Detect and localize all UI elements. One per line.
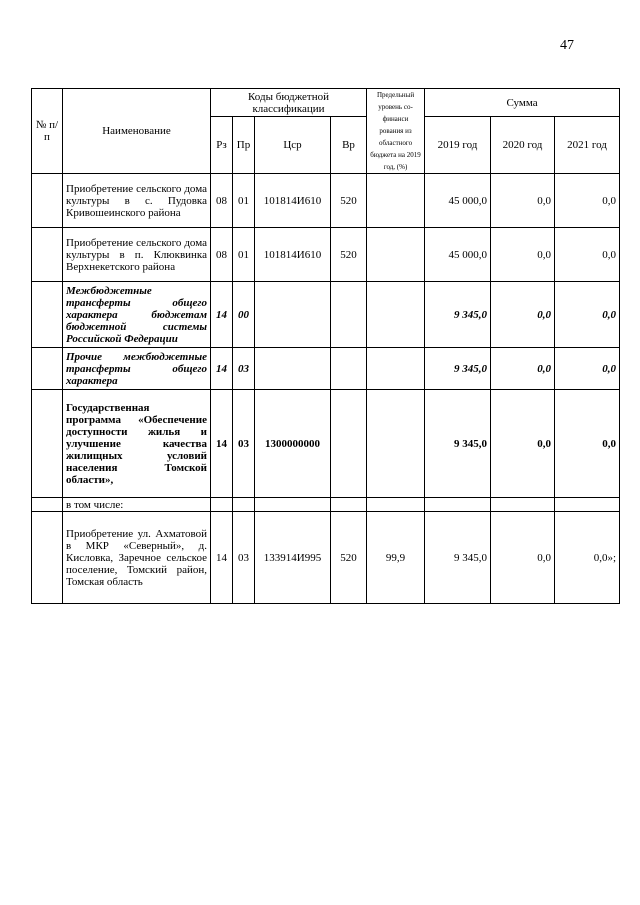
row-2019: 9 345,0 — [425, 282, 491, 348]
row-pr: 03 — [233, 512, 255, 604]
header-rz: Рз — [211, 117, 233, 174]
header-year-2020: 2020 год — [491, 117, 555, 174]
header-budget-codes: Коды бюджетной классификации — [211, 89, 367, 117]
row-name: Приобретение сельского дома культуры в п. Клюквинка Верхнекетского района — [63, 228, 211, 282]
row-number — [32, 512, 63, 604]
row-number — [32, 348, 63, 390]
row-vr: 520 — [331, 228, 367, 282]
row-2021: 0,0 — [555, 390, 620, 498]
row-pr: 00 — [233, 282, 255, 348]
row-name: Приобретение ул. Ахматовой в МКР «Северный», д. Кисловка, Заречное сельское поселение, Томский район, Томская область — [63, 512, 211, 604]
row-limit — [367, 282, 425, 348]
row-number — [32, 174, 63, 228]
row-csr: 101814И610 — [255, 174, 331, 228]
row-csr: 101814И610 — [255, 228, 331, 282]
row-2021: 0,0»; — [555, 512, 620, 604]
row-name: в том числе: — [63, 498, 211, 512]
row-rz: 08 — [211, 174, 233, 228]
row-vr — [331, 390, 367, 498]
row-number — [32, 282, 63, 348]
header-cofinancing-limit: Предельный уровень со- финанси рования из областного бюджета на 2019 год, (%) — [367, 89, 425, 174]
row-2019: 9 345,0 — [425, 348, 491, 390]
page-number: 47 — [560, 38, 574, 53]
header-vr: Вр — [331, 117, 367, 174]
row-2020: 0,0 — [491, 174, 555, 228]
row-pr: 03 — [233, 348, 255, 390]
row-name: Прочие межбюджетные трансферты общего характера — [63, 348, 211, 390]
header-sum: Сумма — [425, 89, 620, 117]
row-rz: 14 — [211, 348, 233, 390]
header-csr: Цср — [255, 117, 331, 174]
row-2021: 0,0 — [555, 282, 620, 348]
row-limit — [367, 228, 425, 282]
row-vr — [331, 348, 367, 390]
table-row — [32, 228, 620, 282]
table-row — [32, 512, 620, 604]
row-vr — [331, 282, 367, 348]
row-2021: 0,0 — [555, 348, 620, 390]
row-name: Государственная программа «Обеспечение доступности жилья и улучшение качества жилищных условий населения Томской области», — [63, 390, 211, 498]
row-2019: 45 000,0 — [425, 174, 491, 228]
row-limit — [367, 174, 425, 228]
row-pr: 03 — [233, 390, 255, 498]
header-pr: Пр — [233, 117, 255, 174]
row-pr: 01 — [233, 228, 255, 282]
row-csr — [255, 282, 331, 348]
row-2021: 0,0 — [555, 174, 620, 228]
row-2020: 0,0 — [491, 390, 555, 498]
table-row — [32, 348, 620, 390]
row-vr: 520 — [331, 174, 367, 228]
header-name: Наименование — [63, 89, 211, 174]
row-2020: 0,0 — [491, 348, 555, 390]
row-rz: 08 — [211, 228, 233, 282]
budget-table — [31, 88, 620, 604]
row-vr: 520 — [331, 512, 367, 604]
row-2020: 0,0 — [491, 282, 555, 348]
table-row — [32, 390, 620, 498]
row-2019: 45 000,0 — [425, 228, 491, 282]
table-row-subheading — [32, 498, 620, 512]
header-year-2019: 2019 год — [425, 117, 491, 174]
row-2020: 0,0 — [491, 228, 555, 282]
header-number: № п/п — [32, 89, 63, 174]
row-rz: 14 — [211, 512, 233, 604]
row-2021: 0,0 — [555, 228, 620, 282]
header-row-top — [32, 89, 620, 117]
row-number — [32, 390, 63, 498]
row-csr — [255, 348, 331, 390]
row-2020: 0,0 — [491, 512, 555, 604]
row-name: Приобретение сельского дома культуры в с. Пудовка Кривошеинского района — [63, 174, 211, 228]
row-2019: 9 345,0 — [425, 390, 491, 498]
row-csr: 133914И995 — [255, 512, 331, 604]
row-limit — [367, 348, 425, 390]
row-limit: 99,9 — [367, 512, 425, 604]
row-rz: 14 — [211, 282, 233, 348]
row-number — [32, 498, 63, 512]
table-row — [32, 174, 620, 228]
row-limit — [367, 390, 425, 498]
header-year-2021: 2021 год — [555, 117, 620, 174]
row-csr: 1300000000 — [255, 390, 331, 498]
row-rz: 14 — [211, 390, 233, 498]
row-2019: 9 345,0 — [425, 512, 491, 604]
row-name: Межбюджетные трансферты общего характера бюджетам бюджетной системы Российской Федерации — [63, 282, 211, 348]
table-row — [32, 282, 620, 348]
row-pr: 01 — [233, 174, 255, 228]
row-number — [32, 228, 63, 282]
